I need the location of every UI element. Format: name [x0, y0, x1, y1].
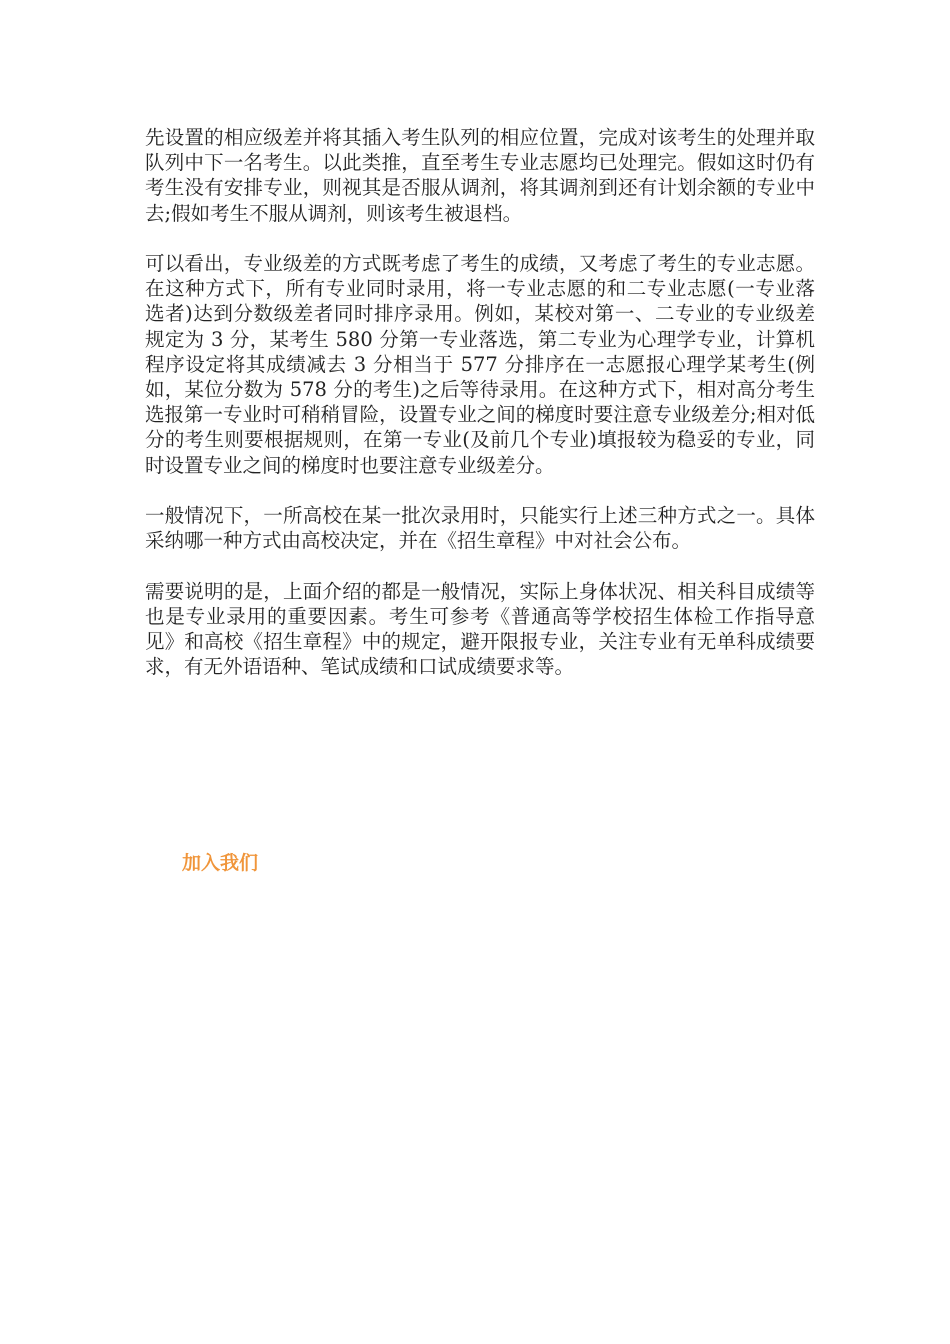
paragraph-major-gap-method: 可以看出，专业级差的方式既考虑了考生的成绩，又考虑了考生的专业志愿。在这种方式下，所有专业同时录用，将一专业志愿的和二专业志愿(一专业落选者)达到分数级差者同时排序录用。例如，某校对第一、二专业的专业级差规定为 3 分，某考生 580 分第一专业落选，第二专业为心理学专业，计算机程序设定将其成绩减去 3 分相当于 577 分排序在一志愿报心理学某考生(例如，某位分数为 578 分的考生)之后等待录用。在这种方式下，相对高分考生选报第一专业时可稍稍冒险，设置专业之间的梯度时要注意专业级差分;相对低分的考生则要根据规则，在第一专业(及前几个专业)填报较为稳妥的专业，同时设置专业之间的梯度时也要注意专业级差分。: [145, 252, 815, 477]
join-us-link[interactable]: 加入我们: [182, 852, 259, 874]
paragraph-additional-notes: 需要说明的是，上面介绍的都是一般情况，实际上身体状况、相关科目成绩等也是专业录用的重要因素。考生可参考《普通高等学校招生体检工作指导意见》和高校《招生章程》中的规定，避开限报专业，关注专业有无单科成绩要求，有无外语语种、笔试成绩和口试成绩要求等。: [145, 579, 815, 679]
paragraph-placement-process: 先设置的相应级差并将其插入考生队列的相应位置，完成对该考生的处理并取队列中下一名考生。以此类推，直至考生专业志愿均已处理完。假如这时仍有考生没有安排专业，则视其是否服从调剂，将其调剂到还有计划余额的专业中去;假如考生不服从调剂，则该考生被退档。: [145, 126, 815, 225]
paragraph-general-rule: 一般情况下，一所高校在某一批次录用时，只能实行上述三种方式之一。具体采纳哪一种方式由高校决定，并在《招生章程》中对社会公布。: [145, 504, 815, 553]
document-body: [145, 125, 815, 705]
